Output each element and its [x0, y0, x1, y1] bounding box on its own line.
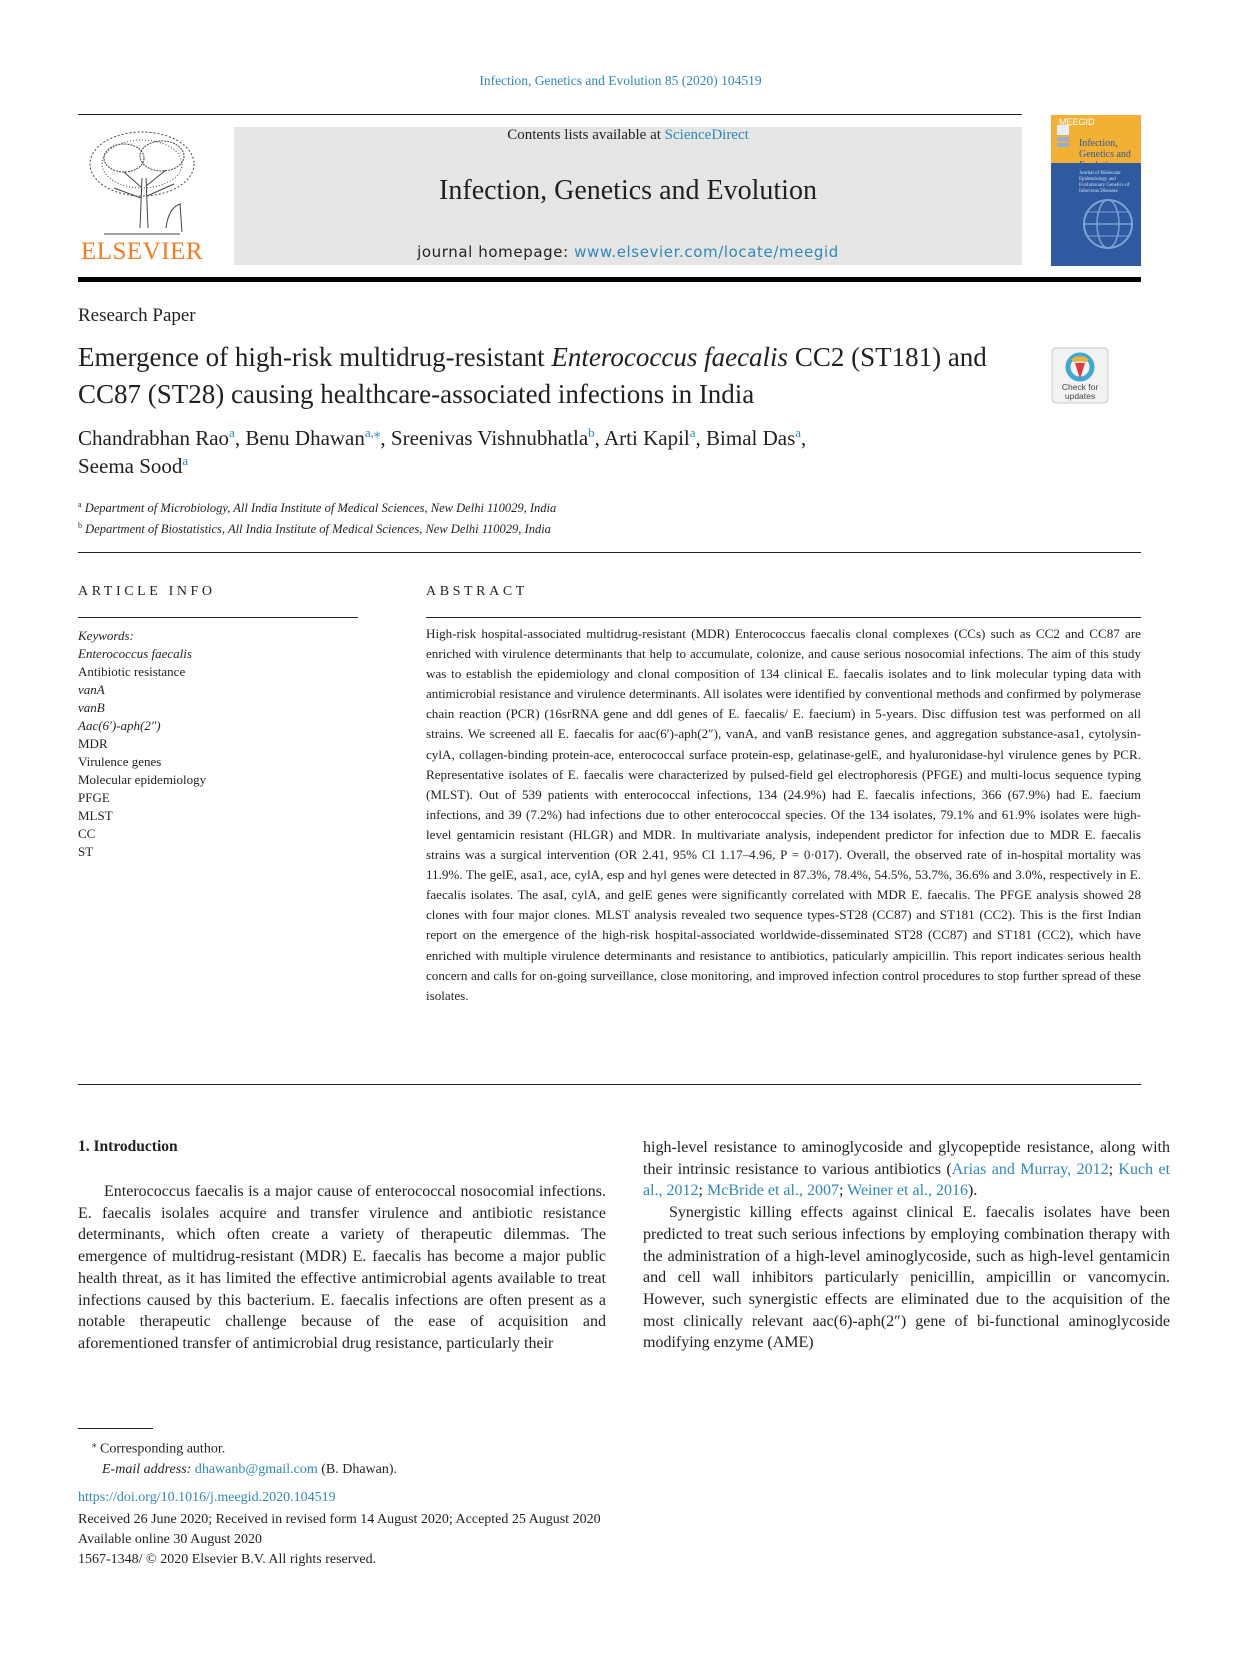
author-separator: , [695, 426, 707, 450]
title-species: Enterococcus faecalis [551, 342, 789, 372]
cover-title: Infection, Genetics and Evolution [1079, 138, 1131, 171]
publication-dates [78, 1510, 601, 1570]
affiliation-marker[interactable]: b [588, 425, 595, 440]
abstract-rule [426, 617, 1141, 618]
introduction-right-column [643, 1137, 1170, 1354]
elsevier-logo[interactable] [78, 126, 206, 266]
author[interactable]: Benu Dhawan$^{a,⁎}$ [245, 425, 381, 450]
author[interactable]: Seema Sood$^a$ [78, 453, 189, 478]
received-dates: Received 26 June 2020; Received in revised form 14 August 2020; Accepted 25 August 2020 [78, 1512, 601, 1527]
journal-title: Infection, Genetics and Evolution [439, 175, 817, 206]
reference-link[interactable]: McBride et al., 2007 [707, 1182, 839, 1200]
reference-link[interactable]: Weiner et al., 2016 [847, 1182, 969, 1200]
globe-icon [1081, 197, 1135, 251]
elsevier-wordmark: ELSEVIER [80, 238, 204, 265]
affiliation-text: Department of Microbiology, All India Institute of Medical Sciences, New Delhi 110029, India [84, 501, 557, 516]
affiliation-label: b [78, 521, 82, 531]
title-part-1: Emergence of high-risk multidrug-resistant [78, 342, 552, 372]
homepage-line [234, 243, 1022, 261]
affiliations [78, 496, 878, 538]
cover-subtitle: Journal of Molecular Epidemiology and Evolutionary Genetics of Infectious Diseases [1079, 171, 1130, 194]
title-part-2: CC2 (ST181) and CC87 (ST28) causing healthcare-associated infections in India [78, 342, 987, 409]
abstract-heading: ABSTRACT [426, 584, 528, 599]
affiliation-a [78, 496, 878, 517]
article-info-rule [78, 617, 358, 618]
keyword-item[interactable]: Antibiotic resistance [78, 664, 186, 679]
keyword-item[interactable]: ST [78, 844, 94, 859]
author[interactable]: Chandrabhan Rao$^a$ [78, 425, 235, 450]
author-separator: , [380, 426, 391, 450]
author[interactable]: Sreenivas Vishnubhatla$^b$ [390, 425, 595, 450]
contents-line [234, 127, 1022, 144]
contents-prefix: Contents lists available at [507, 127, 665, 143]
paragraph-text: ). [968, 1182, 978, 1200]
introduction-paragraph: high-level resistance to aminoglycoside and glycopeptide resistance, along with their intrinsic resistance to various antibiotics (Arias and Murray, 2012; Kuch et al., 2012; McBride et al., 2007; Weiner et al., 2016). [643, 1139, 1171, 1200]
affiliation-label: a [78, 500, 82, 509]
reference-link[interactable]: Kuch et al., 2012 [643, 1160, 1171, 1200]
journal-banner [234, 127, 1022, 265]
keyword-item[interactable]: Virulence genes [78, 754, 162, 769]
journal-citation-link[interactable]: Infection, Genetics and Evolution 85 (2020) 104519 [479, 73, 762, 88]
header-rule [78, 114, 1022, 115]
header-thick-rule [78, 277, 1141, 282]
homepage-link[interactable]: www.elsevier.com/locate/meegid [574, 243, 839, 261]
homepage-prefix: journal homepage: [417, 243, 575, 261]
footnote-text: Corresponding author. [100, 1441, 226, 1457]
affiliation-marker[interactable]: a [229, 425, 235, 440]
introduction-heading: 1. Introduction [78, 1138, 178, 1155]
author-separator: , [594, 426, 604, 450]
corresponding-author-footnote [92, 1434, 397, 1480]
reference-link[interactable]: Arias and Murray, 2012 [951, 1160, 1109, 1178]
cover-brand: MEEGID [1059, 117, 1095, 127]
keyword-item[interactable]: MLST [78, 808, 113, 823]
footnote-rule [78, 1428, 153, 1429]
keywords-list [78, 627, 358, 861]
email-label: E-mail address: [102, 1461, 195, 1477]
front-matter-end-rule [78, 1084, 1141, 1085]
introduction-paragraph: Enterococcus faecalis is a major cause of enterococcal nosocomial infections. E. faecalis isolales acquire and transfer virulence and antibiotic resistance determinants, which often create a variety of therapeutic dilemmas. The emergence of multidrug-resistant (MDR) E. faecalis has become a major public health threat, as it has limited the effective antimicrobial agents available to treat infections caused by this bacterium. E. faecalis infections are often present as a notable therapeutic challenge because of the ease of acquisition and aforementioned transfer of antimicrobial drug resistance, particularly their [78, 1183, 606, 1352]
affiliation-marker[interactable]: a,⁎ [364, 425, 381, 440]
footnote-marker: ⁎ [92, 1439, 97, 1449]
email-suffix: (B. Dhawan). [317, 1461, 398, 1477]
footnote-line [92, 1434, 397, 1460]
keyword-item[interactable]: Molecular epidemiology [78, 772, 207, 787]
sciencedirect-link[interactable]: ScienceDirect [664, 127, 749, 143]
keyword-item[interactable]: CC [78, 826, 96, 841]
author-list [78, 424, 1018, 480]
article-type: Research Paper [78, 305, 196, 326]
affiliation-marker[interactable]: a [689, 425, 696, 440]
author-separator: , [234, 426, 246, 450]
keyword-item[interactable]: Enterococcus faecalis [78, 646, 192, 661]
footnote-email-line [92, 1460, 397, 1480]
keyword-item[interactable]: MDR [78, 736, 108, 751]
affiliation-marker[interactable]: a [182, 453, 189, 468]
cover-side-stripe [1055, 123, 1073, 263]
keyword-item[interactable]: vanB [78, 700, 105, 715]
affiliation-b [78, 517, 878, 538]
paragraph-text: high-level resistance to aminoglycoside and glycopeptide resistance, along with their intrinsic resistance to various antibiotics ( [643, 1139, 1170, 1178]
abstract-text: High-risk hospital-associated multidrug-resistant (MDR) Enterococcus faecalis clonal complexes (CCs) such as CC2 and CC87 are enriched with virulence determinants that help to accumulate, colonize, and cause serious nosocomial infections. The aim of this study was to establish the epidemiology and clonal composition of 134 clinical E. faecalis isolates and to link molecular typing data with antimicrobial resistance and virulence determinants. All isolates were identified by conventional methods and confirmed by polymerase chain reaction (PCR) (16srRNA gene and ddl genes of E. faecalis/ E. faecium) in 5-years. Disc diffusion test was performed on all strains. We screened all E. faecalis for aac(6′)-aph(2″), vanA, and vanB resistance genes, and aggregation substance-asa1, cytolysin-cylA, collagen-binding protein-ace, enterococcal surface protein-esp, gelatinase-gelE, and hyaluronidase-hyl virulence genes by PCR. Representative isolates of E. faecalis were characterized by pulsed-field gel electrophoresis (PFGE) and multi-locus sequence typing (MLST). Out of 539 patients with enterococcal infections, 134 (24.9%) had E. faecalis infections, 366 (67.9%) had E. faecium infections, and 39 (7.2%) had infections due to other enterococcal species. Of the 134 isolates, 79.1% and 61.9% isolates were high-level gentamicin resistant (HLGR) and MDR. In multivariate analysis, independent predictor for infection due to MDR E. faecalis strains was a surgical intervention (OR 2.41, 95% CI 1.17–4.96, P = 0·017). Overall, the observed rate of in-hospital mortality was 11.9%. The gelE, asa1, ace, cylA, esp and hyl genes were detected in 87.3%, 78.4%, 54.5%, 53.7%, 36.6% and 3.0%, respectively in E. faecalis isolates. The asaI, cylA, and gelE genes were significantly correlated with MDR E. faecalis. The PFGE analysis showed 28 clones with four major clones. MLST analysis revealed two sequence types-ST28 (CC87) and ST181 (CC2). This is the first Indian report on the emergence of the high-risk hospital-associated worldwide-disseminated ST28 (CC87) and ST181 (CC2), which have enriched with multiple virulence determinants and resistance to antibiotics, paticularly ampicillin. This report indicates serious health concern and calls for on-going surveillance, close monitoring, and improved infection control procedures to stop further spread of these isolates. [426, 626, 1141, 1003]
author[interactable]: Bimal Das$^a$ [706, 425, 802, 450]
crossmark-button[interactable] [1051, 347, 1109, 404]
journal-cover-thumbnail[interactable] [1051, 115, 1141, 266]
keyword-item[interactable]: PFGE [78, 790, 110, 805]
article-info-heading: ARTICLE INFO [78, 584, 216, 599]
copyright: 1567-1348/ © 2020 Elsevier B.V. All rights reserved. [78, 1552, 377, 1567]
section-rule [78, 552, 1141, 553]
author[interactable]: Arti Kapil$^a$ [604, 425, 696, 450]
article-title [78, 339, 1028, 413]
author-separator: , [801, 426, 807, 450]
introduction-paragraph: Synergistic killing effects against clinical E. faecalis isolates have been predicted to treat such serious infections by employing combination therapy with the administration of a high-level aminoglycoside, such as high-level gentamicin and cell wall inhibitors particularly penicillin, ampicillin or vancomycin. However, such synergistic effects are eliminated due to the acquisition of the most clinically relevant aac(6)-aph(2″) gene of bi-functional aminoglycoside modifying enzyme (AME) [643, 1204, 1170, 1352]
email-link[interactable]: dhawanb@gmail.com [194, 1461, 318, 1477]
introduction-left-column [78, 1181, 606, 1355]
affiliation-text: Department of Biostatistics, All India Institute of Medical Sciences, New Delhi 110029, India [85, 522, 551, 537]
keywords-label: Keywords: [78, 628, 134, 643]
keyword-item[interactable]: Aac(6′)-aph(2″) [78, 718, 161, 733]
online-date: Available online 30 August 2020 [78, 1532, 263, 1547]
keyword-item[interactable]: vanA [78, 682, 105, 697]
crossmark-label: Check for updates [1061, 382, 1099, 401]
elsevier-tree-icon [84, 128, 200, 236]
doi-link[interactable]: https://doi.org/10.1016/j.meegid.2020.104519 [78, 1490, 336, 1505]
affiliation-marker[interactable]: a [795, 425, 802, 440]
